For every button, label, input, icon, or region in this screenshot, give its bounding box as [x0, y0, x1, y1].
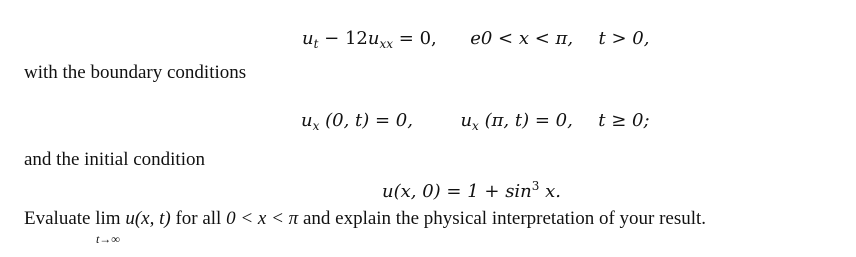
coefficient: 12 — [344, 28, 368, 49]
question-suffix: and explain the physical interpretation of your result. — [302, 208, 707, 229]
u-t-symbol: u — [302, 28, 314, 49]
lim-subscript: t→∞ — [95, 232, 120, 246]
bc-right-u: u — [460, 110, 473, 131]
bc-right-args: (π, t) = 0, — [484, 110, 573, 131]
lim-word: lim — [95, 208, 121, 229]
bc-left-subscript: x — [312, 119, 320, 133]
u-xx-symbol: u — [367, 28, 380, 49]
initial-condition-intro: and the initial condition — [24, 149, 205, 170]
question-prefix: Evaluate — [24, 208, 91, 229]
bc-time-condition: t ≥ 0; — [598, 110, 650, 131]
u-xx-subscript: xx — [379, 37, 394, 51]
question-middle: for all — [175, 208, 222, 229]
u-t-subscript: t — [313, 37, 319, 51]
pde-equation — [302, 28, 649, 55]
initial-condition — [382, 175, 561, 203]
bc-right-subscript: x — [472, 119, 479, 133]
pde-domain: e0 < x < π, — [470, 28, 574, 49]
ic-rhs: x. — [539, 181, 562, 202]
boundary-conditions — [301, 110, 650, 137]
pde-time-condition: t > 0, — [598, 28, 650, 49]
question-expression: u(x, t) — [125, 208, 171, 229]
bc-left-args: (0, t) = 0, — [325, 110, 413, 131]
ic-lhs: u(x, 0) = 1 + sin — [382, 181, 532, 202]
limit-operator — [95, 208, 121, 246]
boundary-conditions-intro: with the boundary conditions — [24, 62, 247, 83]
minus-sign: − — [324, 28, 340, 49]
pde-equals-zero: = 0, — [398, 28, 437, 49]
ic-exponent: 3 — [531, 179, 540, 193]
question-line — [24, 208, 707, 246]
question-range: 0 < x < π — [226, 208, 299, 229]
bc-left-u: u — [301, 110, 313, 131]
